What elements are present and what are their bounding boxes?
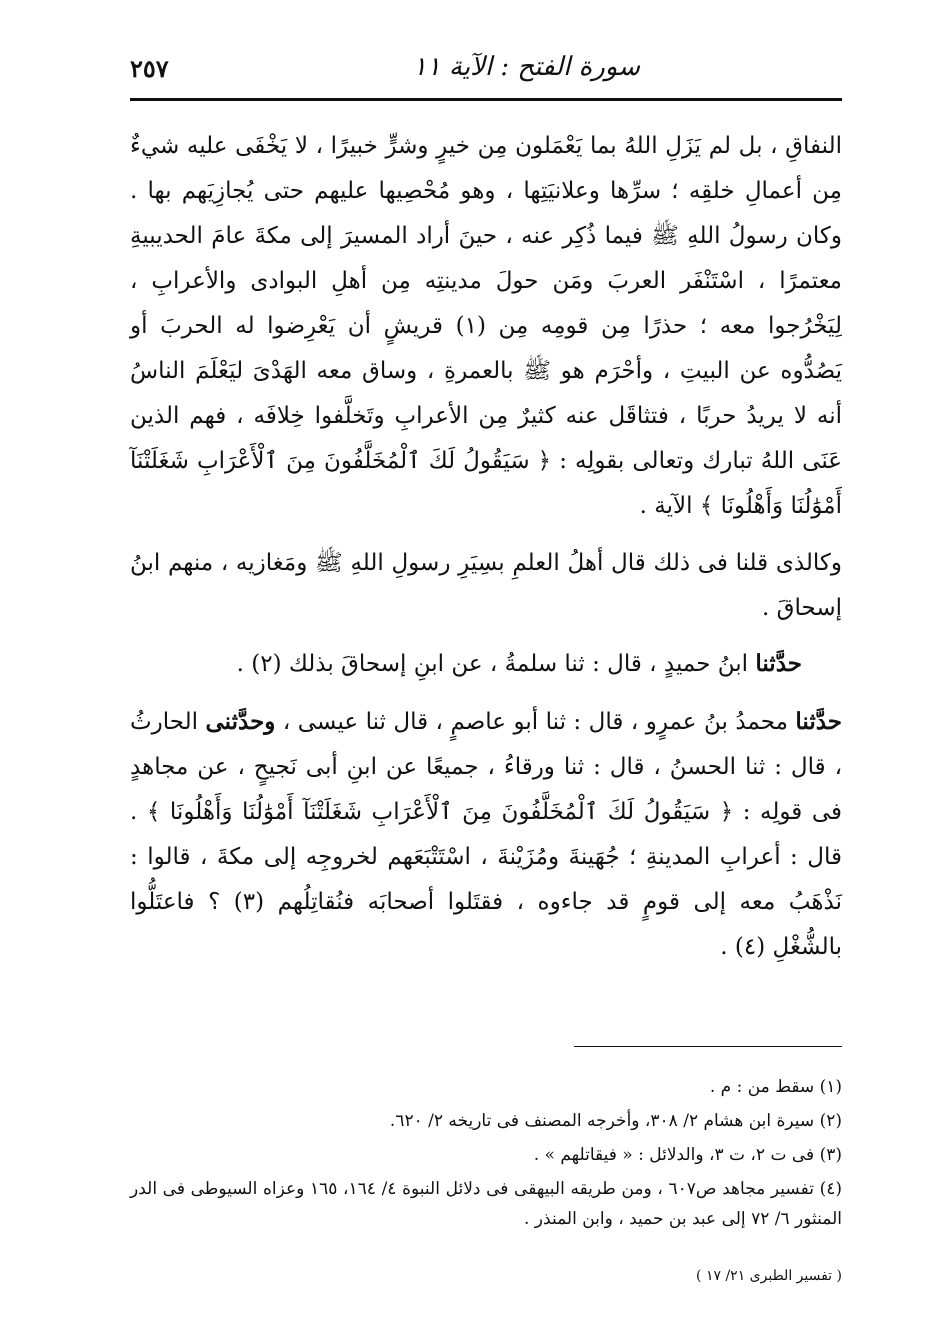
isnad-lead: حدَّثنا: [755, 650, 802, 677]
page-header: [130, 48, 840, 96]
paragraph: النفاقِ ، بل لم يَزَلِ اللهُ بما يَعْمَلون مِن خيرٍ وشرٍّ خبيرًا ، لا يَخْفَى عليه شيءٌ مِن أعمالِ خلقِه ؛ سرِّها وعلانيَتِها ، وهو مُحْصِيها عليهم حتى يُجازِيَهم بها . وكان رسولُ اللهِ ﷺ فيما ذُكِر عنه ، حينَ أراد المسيرَ إلى مكةَ عامَ الحديبيةِ معتمرًا ، اسْتَنْفَر العربَ ومَن حولَ مدينتِه مِن أهلِ البوادى والأعرابِ ، لِيَخْرُجوا معه ؛ حذرًا مِن قومِه مِن (١) قريشٍ أن يَعْرِضوا له الحربَ أو يَصُدُّوه عن البيتِ ، وأحْرَم هو ﷺ بالعمرةِ ، وساق معه الهَدْىَ ليَعْلَمَ الناسُ أنه لا يريدُ حربًا ، فتثاقَل عنه كثيرٌ مِن الأعرابِ وتَخلَّفوا خِلافَه ، فهم الذين عَنَى اللهُ تبارك وتعالى بقولِه : ﴿ سَيَقُولُ لَكَ ٱلْمُخَلَّفُونَ مِنَ ٱلْأَعْرَابِ شَغَلَتْنَآ أَمْوَٰلُنَا وَأَهْلُونَا ﴾ الآية .: [130, 133, 842, 519]
paragraph: وكالذى قلنا فى ذلك قال أهلُ العلمِ بسِيَرِ رسولِ اللهِ ﷺ ومَغازيه ، منهم ابنُ إسحاقَ .: [130, 550, 842, 621]
header-divider: [130, 98, 842, 101]
footnotes: [130, 1072, 842, 1238]
main-text: [130, 124, 843, 960]
isnad-paragraph: [130, 699, 843, 960]
volume-reference: ( تفسير الطبرى ٢١/ ١٧ ): [696, 1268, 842, 1284]
isnad-text: محمدُ بنُ عمرٍو ، قال : ثنا أبو عاصمٍ ، قال ثنا عيسى ،: [275, 709, 796, 735]
isnad-paragraph: [130, 641, 842, 691]
isnad-text: ابنُ حميدٍ ، قال : ثنا سلمةُ ، عن ابنِ إسحاقَ بذلك (٢) .: [236, 651, 756, 677]
isnad-lead: وحدَّثنى: [205, 708, 276, 735]
footnote: (٢) سيرة ابن هشام ٢/ ٣٠٨، وأخرجه المصنف فى تاريخه ٢/ ٦٢٠.: [389, 1111, 842, 1131]
isnad-lead: حدَّثنا: [795, 708, 843, 735]
footnote: (٤) تفسير مجاهد ص٦٠٧ ، ومن طريقه البيهقى فى دلائل النبوة ٤/ ١٦٤، ١٦٥ وعزاه السيوطى فى الدر المنثور ٦/ ٧٢ إلى عبد بن حميد ، وابن المنذر .: [130, 1179, 842, 1229]
footnote: (١) سقط من : م .: [709, 1077, 842, 1097]
running-title: سورة الفتح : الآية ١١: [412, 52, 640, 82]
footnote-divider: [574, 1046, 842, 1047]
footnote: (٣) فى ت ٢، ت ٣، والدلائل : « فيقاتلهم » .: [533, 1145, 842, 1165]
page-number: ٢٥٧: [130, 54, 169, 83]
isnad-text: الحارثُ ، قال : ثنا الحسنُ ، قال : ثنا ورقاءُ ، جميعًا عن ابنِ أبى نَجيحٍ ، عن مجاهدٍ فى قولِه : ﴿ سَيَقُولُ لَكَ ٱلْمُخَلَّفُونَ مِنَ ٱلْأَعْرَابِ شَغَلَتْنَآ أَمْوَٰلُنَا وَأَهْلُونَا ﴾ . قال : أعرابِ المدينةِ ؛ جُهَينةَ ومُزَيْنةَ ، اسْتَتْبَعَهم لخروجِه إلى مكةَ ، قالوا : نَذْهَبُ معه إلى قومٍ قد جاءوه ، فقتَلوا أصحابَه فنُقاتِلُهم (٣) ؟ فاعتَلُّوا بالشُّغْلِ (٤) .: [130, 709, 842, 960]
